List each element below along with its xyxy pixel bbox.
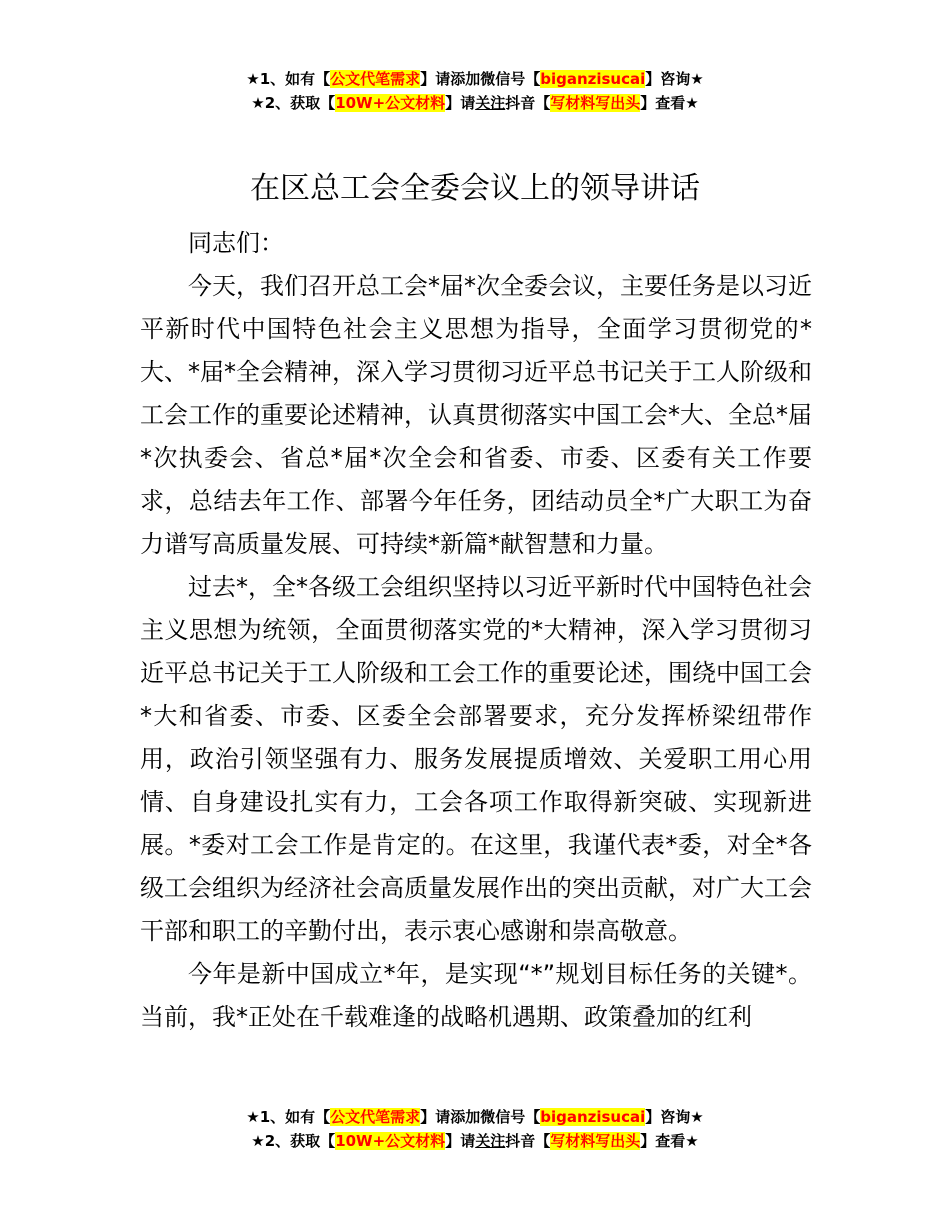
document-title: 在区总工会全委会议上的领导讲话 (250, 171, 700, 206)
header-banner (0, 67, 950, 115)
header-line-1-prefix: ★1、如有【 (246, 70, 331, 88)
header-line-1-suffix: 】咨询★ (645, 70, 704, 88)
footer-highlight-materials: 10W+公文材料 (335, 1132, 446, 1150)
header-highlight-ghostwriting: 公文代笔需求 (330, 70, 421, 88)
footer-line-2-middle-2: 抖音【 (505, 1132, 551, 1150)
header-line-2 (0, 91, 950, 115)
footer-line-1-suffix: 】咨询★ (645, 1108, 704, 1126)
footer-line-1-middle: 】请添加微信号【 (420, 1108, 541, 1126)
header-line-2-middle: 】请 (445, 94, 476, 112)
header-line-1-middle: 】请添加微信号【 (420, 70, 541, 88)
header-highlight-wechat-id: biganzisucai (540, 70, 646, 88)
header-line-2-suffix: 】查看★ (640, 94, 699, 112)
footer-banner (0, 1105, 950, 1153)
footer-underlined-follow: 关注 (475, 1132, 506, 1150)
header-line-2-prefix: ★2、获取【 (251, 94, 336, 112)
header-line-2-middle-2: 抖音【 (505, 94, 551, 112)
header-underlined-follow: 关注 (475, 94, 506, 112)
footer-highlight-douyin-account: 写材料写出头 (550, 1132, 641, 1150)
footer-line-2-middle: 】请 (445, 1132, 476, 1150)
footer-highlight-ghostwriting: 公文代笔需求 (330, 1108, 421, 1126)
footer-highlight-wechat-id: biganzisucai (540, 1108, 646, 1126)
paragraph-2: 过去*，全*各级工会组织坚持以习近平新时代中国特色社会主义思想为统领，全面贯彻落实党的*大精神，深入学习贯彻习近平总书记关于工人阶级和工会工作的重要论述，围绕中国工会*大和省委、市委、区委全会部署要求，充分发挥桥梁纽带作用，政治引领坚强有力、服务发展提质增效、关爱职工用心用情、自身建设扎实有力，工会各项工作取得新突破、实现新进展。*委对工会工作是肯定的。在这里，我谨代表*委，对全*各级工会组织为经济社会高质量发展作出的突出贡献，对广大工会干部和职工的辛勤付出，表示衷心感谢和崇高敬意。 (140, 573, 812, 945)
paragraph-3: 今年是新中国成立*年，是实现“*”规划目标任务的关键*。当前，我*正处在千载难逢的战略机遇期、政策叠加的红利 (140, 960, 812, 1031)
document-body (140, 222, 812, 1039)
header-line-1 (0, 67, 950, 91)
salutation: 同志们： (188, 229, 284, 257)
paragraph-1: 今天，我们召开总工会*届*次全委会议，主要任务是以习近平新时代中国特色社会主义思想为指导，全面学习贯彻党的*大、*届*全会精神，深入学习贯彻习近平总书记关于工人阶级和工会工作的重要论述精神，认真贯彻落实中国工会*大、全总*届*次执委会、省总*届*次全会和省委、市委、区委有关工作要求，总结去年工作、部署今年任务，团结动员全*广大职工为奋力谱写高质量发展、可持续*新篇*献智慧和力量。 (140, 272, 812, 558)
footer-line-1 (0, 1105, 950, 1129)
header-highlight-materials: 10W+公文材料 (335, 94, 446, 112)
footer-line-2-suffix: 】查看★ (640, 1132, 699, 1150)
header-highlight-douyin-account: 写材料写出头 (550, 94, 641, 112)
footer-line-2 (0, 1129, 950, 1153)
footer-line-1-prefix: ★1、如有【 (246, 1108, 331, 1126)
footer-line-2-prefix: ★2、获取【 (251, 1132, 336, 1150)
